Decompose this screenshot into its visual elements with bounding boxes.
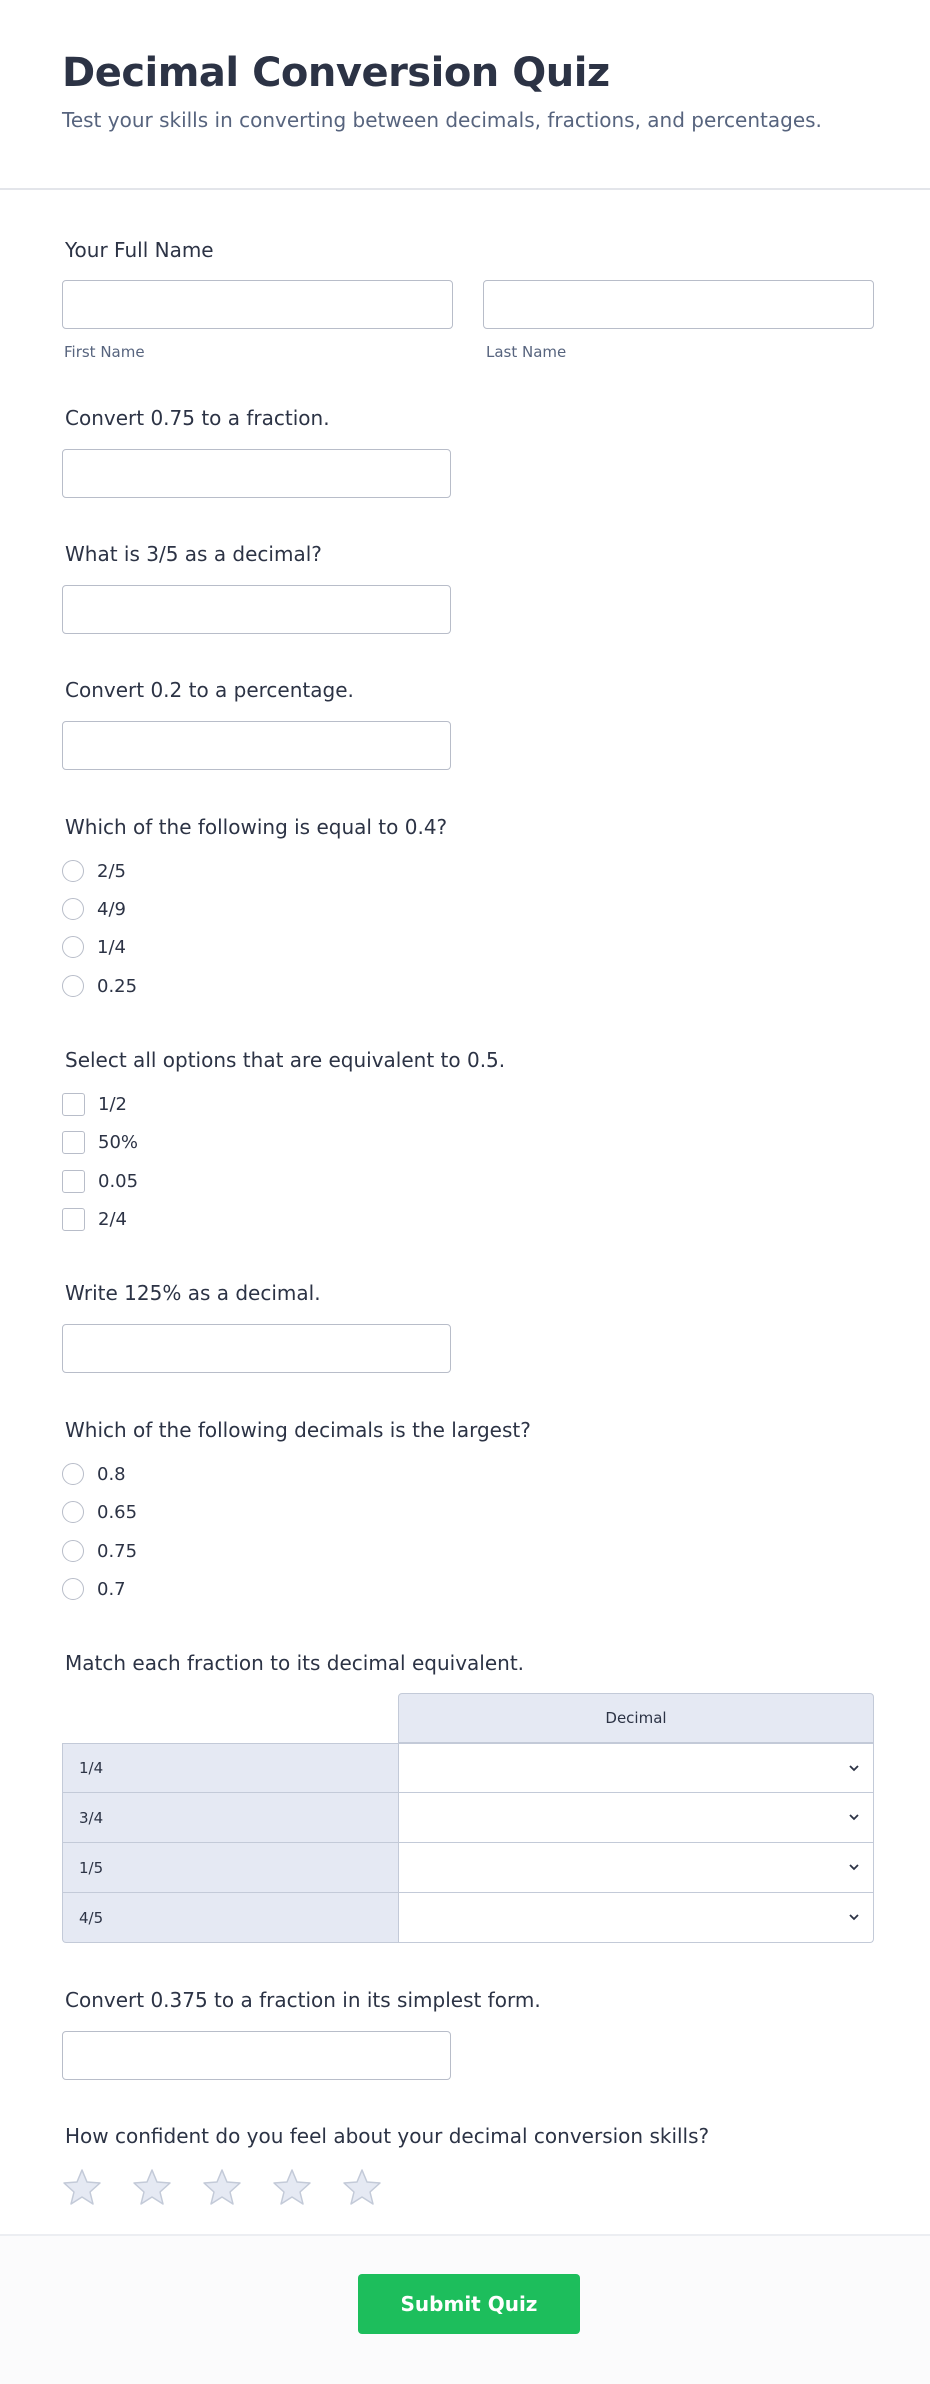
question-3-input[interactable] [62, 721, 451, 770]
matrix-row [62, 1793, 874, 1843]
star-icon[interactable] [272, 2167, 312, 2207]
radio-button[interactable] [62, 860, 84, 882]
question-2-input[interactable] [62, 585, 451, 634]
option-label: 1/4 [97, 936, 126, 958]
checkbox[interactable] [62, 1131, 85, 1154]
checkbox[interactable] [62, 1208, 85, 1231]
option-label: 0.75 [97, 1540, 138, 1562]
star-icon[interactable] [132, 2167, 172, 2207]
question-1-label: Convert 0.75 to a fraction. [65, 406, 330, 430]
question-4-option[interactable] [62, 934, 126, 960]
radio-button[interactable] [62, 1540, 84, 1562]
chevron-down-icon [847, 1810, 861, 1824]
question-6-input[interactable] [62, 1324, 451, 1373]
question-6-label: Write 125% as a decimal. [65, 1281, 321, 1305]
chevron-down-icon [847, 1860, 861, 1874]
question-4-option[interactable] [62, 973, 137, 999]
radio-button[interactable] [62, 975, 84, 997]
matrix-row-label: 3/4 [62, 1793, 399, 1843]
page-subtitle: Test your skills in converting between decimals, fractions, and percentages. [62, 108, 822, 132]
radio-button[interactable] [62, 936, 84, 958]
question-9-input[interactable] [62, 2031, 451, 2080]
option-label: 4/9 [97, 898, 126, 920]
option-label: 50% [98, 1131, 139, 1153]
question-5-option[interactable] [62, 1091, 127, 1117]
matrix-row [62, 1743, 874, 1793]
form-footer [0, 2234, 930, 2384]
question-5-option[interactable] [62, 1168, 138, 1194]
question-7-option[interactable] [62, 1461, 126, 1487]
star-icon[interactable] [342, 2167, 382, 2207]
option-label: 2/5 [97, 860, 126, 882]
last-name-input[interactable] [483, 280, 874, 329]
decimal-select[interactable] [398, 1893, 874, 1943]
checkbox[interactable] [62, 1170, 85, 1193]
matrix-column-header: Decimal [398, 1693, 874, 1743]
matrix-row [62, 1843, 874, 1893]
question-3-label: Convert 0.2 to a percentage. [65, 678, 354, 702]
question-9-label: Convert 0.375 to a fraction in its simplest form. [65, 1988, 541, 2012]
decimal-select[interactable] [398, 1793, 874, 1843]
question-8-label: Match each fraction to its decimal equivalent. [65, 1651, 525, 1675]
form-header [0, 0, 930, 190]
last-name-sublabel: Last Name [486, 343, 567, 361]
submit-button[interactable]: Submit Quiz [358, 2274, 580, 2334]
option-label: 2/4 [98, 1208, 127, 1230]
option-label: 0.8 [97, 1463, 126, 1485]
question-5-option[interactable] [62, 1129, 138, 1155]
question-7-label: Which of the following decimals is the largest? [65, 1418, 531, 1442]
star-rating [62, 2167, 382, 2207]
question-7-option[interactable] [62, 1538, 137, 1564]
decimal-select[interactable] [398, 1843, 874, 1893]
full-name-label: Your Full Name [65, 238, 214, 262]
star-icon[interactable] [62, 2167, 102, 2207]
matrix-row-label: 1/4 [62, 1743, 399, 1793]
question-7-option[interactable] [62, 1499, 137, 1525]
decimal-select[interactable] [398, 1743, 874, 1793]
question-7-option[interactable] [62, 1576, 126, 1602]
option-label: 0.65 [97, 1501, 138, 1523]
option-label: 0.05 [98, 1170, 139, 1192]
question-2-label: What is 3/5 as a decimal? [65, 542, 322, 566]
question-5-label: Select all options that are equivalent to 0.5. [65, 1048, 506, 1072]
radio-button[interactable] [62, 898, 84, 920]
option-label: 0.25 [97, 975, 138, 997]
star-icon[interactable] [202, 2167, 242, 2207]
question-10-label: How confident do you feel about your decimal conversion skills? [65, 2124, 710, 2148]
question-1-input[interactable] [62, 449, 451, 498]
radio-button[interactable] [62, 1578, 84, 1600]
question-4-option[interactable] [62, 858, 126, 884]
option-label: 1/2 [98, 1093, 127, 1115]
matching-matrix [62, 1693, 874, 1943]
matrix-row-label: 4/5 [62, 1893, 399, 1943]
radio-button[interactable] [62, 1501, 84, 1523]
checkbox[interactable] [62, 1093, 85, 1116]
question-5-option[interactable] [62, 1206, 127, 1232]
question-4-label: Which of the following is equal to 0.4? [65, 815, 448, 839]
question-4-option[interactable] [62, 896, 126, 922]
first-name-input[interactable] [62, 280, 453, 329]
chevron-down-icon [847, 1910, 861, 1924]
matrix-row [62, 1893, 874, 1943]
first-name-sublabel: First Name [64, 343, 145, 361]
page-title: Decimal Conversion Quiz [62, 50, 610, 96]
chevron-down-icon [847, 1761, 861, 1775]
matrix-row-label: 1/5 [62, 1843, 399, 1893]
option-label: 0.7 [97, 1578, 126, 1600]
radio-button[interactable] [62, 1463, 84, 1485]
